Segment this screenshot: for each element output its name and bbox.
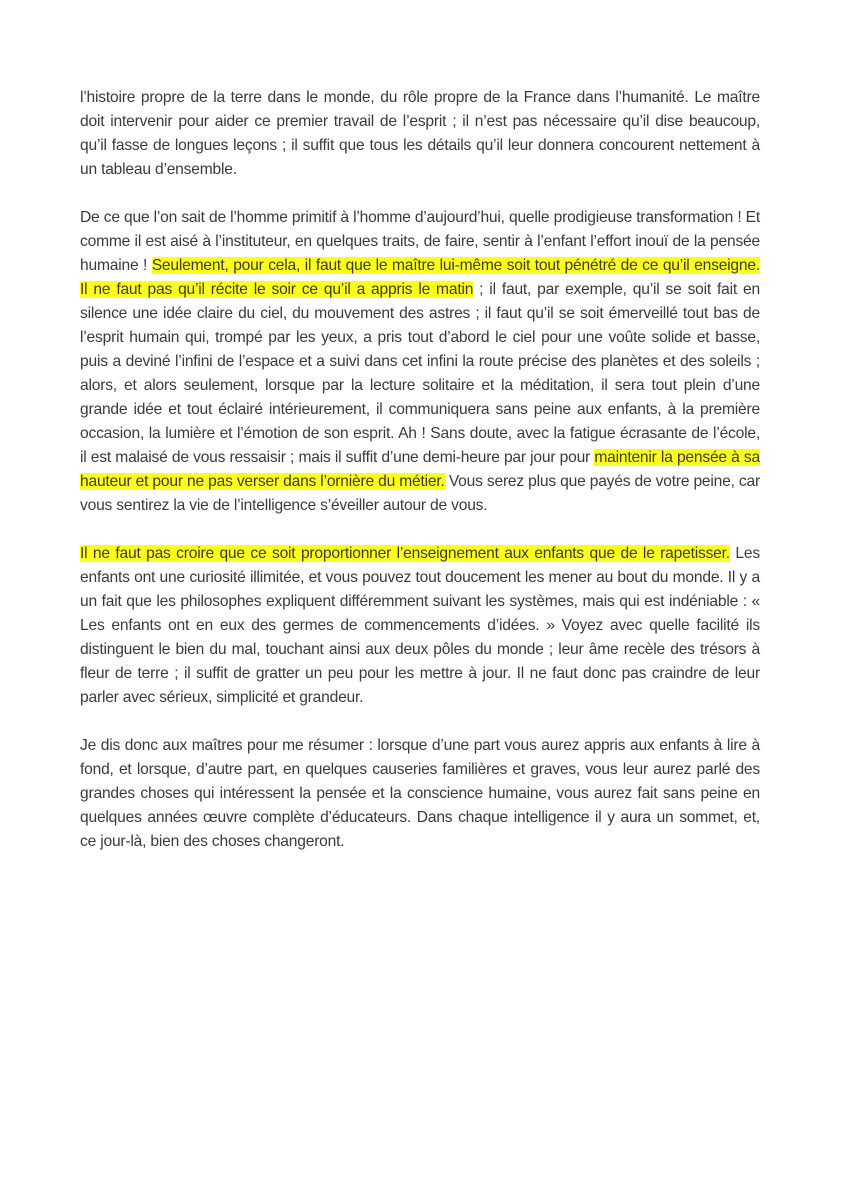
paragraph-4 [80,734,760,854]
document-body [80,86,760,878]
paragraph-2 [80,206,760,518]
highlighted-passage: Seulement, pour cela, il faut que le maître lui-même soit tout pénétré de ce qu’il enseigne. Il ne faut pas qu’il récite le soir ce qu’il a appris le matin [80,257,760,298]
highlighted-passage: Il ne faut pas croire que ce soit proportionner l’enseignement aux enfants que de le rapetisser. [80,545,730,562]
text-segment: Vous serez plus que payés de votre peine, car vous sentirez la vie de l’intelligence s’éveiller autour de vous. [80,473,760,514]
highlighted-passage: maintenir la pensée à sa hauteur et pour ne pas verser dans l’ornière du métier. [80,449,760,490]
text-segment: Je dis donc aux maîtres pour me résumer : lorsque d’une part vous aurez appris aux enfants à lire à fond, et lorsque, d’autre part, en quelques causeries familières et graves, vous leur aurez parlé des grandes choses qui intéressent la pensée et la conscience humaine, vous aurez fait sans peine en quelques années œuvre complète d’éducateurs. Dans chaque intelligence il y aura un sommet, et, ce jour-là, bien des choses changeront. [80,737,760,850]
text-segment: ; il faut, par exemple, qu’il se soit fait en silence une idée claire du ciel, du mouvement des astres ; il faut qu’il se soit émerveillé tout bas de l’esprit humain qui, trompé par les yeux, a pris tout d’abord le ciel pour une voûte solide et basse, puis a deviné l’infini de l’espace et a suivi dans cet infini la route précise des planètes et des soleils ; alors, et alors seulement, lorsque par la lecture solitaire et la méditation, il sera tout plein d’une grande idée et tout éclairé intérieurement, il communiquera sans peine aux enfants, à la première occasion, la lumière et l’émotion de son esprit. Ah ! Sans doute, avec la fatigue écrasante de l’école, il est malaisé de vous ressaisir ; mais il suffit d’une demi-heure par jour pour [80,281,760,466]
paragraph-3 [80,542,760,710]
paragraph-1 [80,86,760,182]
text-segment: De ce que l’on sait de l’homme primitif à l’homme d’aujourd’hui, quelle prodigieuse transformation ! Et comme il est aisé à l’instituteur, en quelques traits, de faire, sentir à l’enfant l’effort inouï de la pensée humaine ! [80,209,760,274]
text-segment: l’histoire propre de la terre dans le monde, du rôle propre de la France dans l’humanité. Le maître doit intervenir pour aider ce premier travail de l’esprit ; il n’est pas nécessaire qu’il dise beaucoup, qu’il fasse de longues leçons ; il suffit que tous les détails qu’il leur donnera concourent nettement à un tableau d’ensemble. [80,89,760,178]
text-segment: Les enfants ont une curiosité illimitée, et vous pouvez tout doucement les mener au bout du monde. Il y a un fait que les philosophes expliquent différemment suivant les systèmes, mais qui est indéniable : « Les enfants ont en eux des germes de commencements d’idées. » Voyez avec quelle facilité ils distinguent le bien du mal, touchant ainsi aux deux pôles du monde ; leur âme recèle des trésors à fleur de terre ; il suffit de gratter un peu pour les mettre à jour. Il ne faut donc pas craindre de leur parler avec sérieux, simplicité et grandeur. [80,545,760,706]
